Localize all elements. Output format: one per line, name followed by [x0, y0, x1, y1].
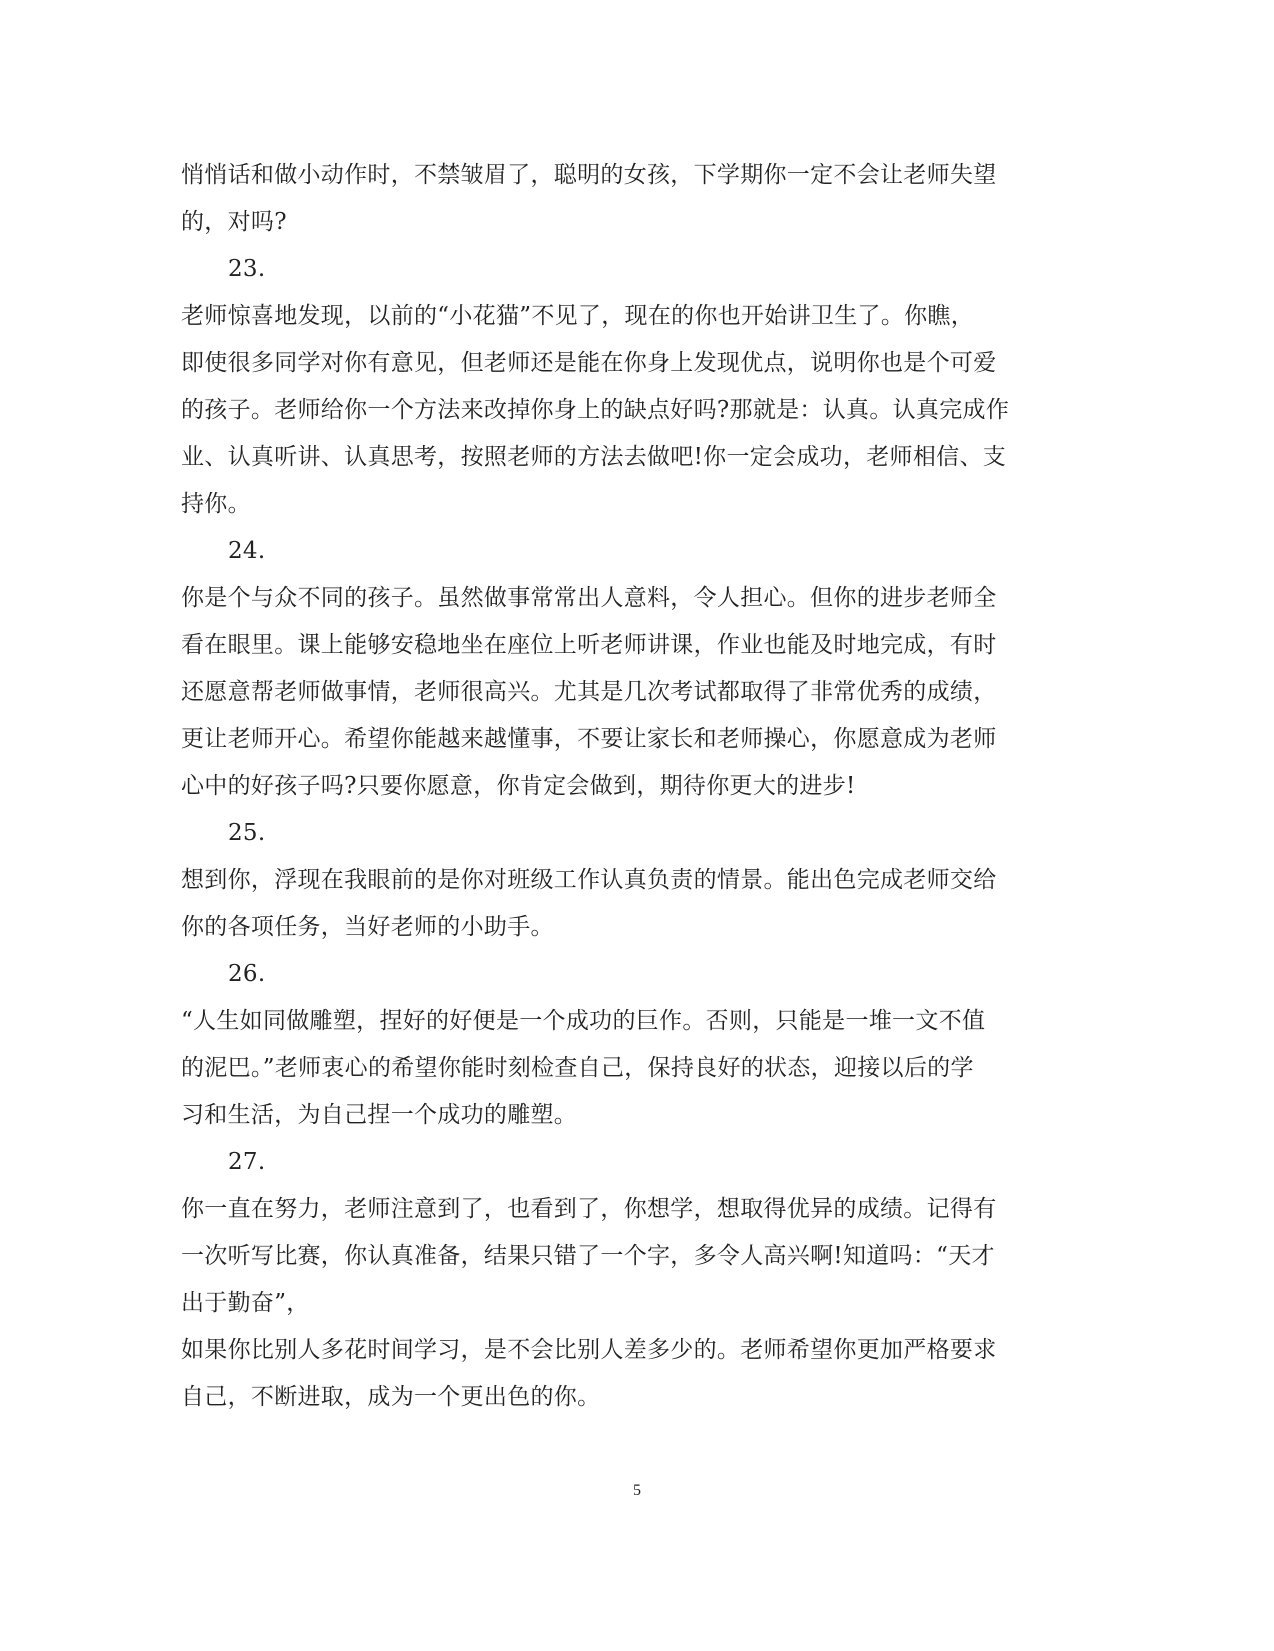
- item-number: 24.: [228, 538, 266, 564]
- text-line: 的泥巴。”老师衷心的希望你能时刻检查自己，保持良好的状态，迎接以后的学: [181, 1055, 974, 1081]
- text-line: 的，对吗?: [181, 209, 287, 235]
- text-line: 如果你比别人多花时间学习，是不会比别人差多少的。老师希望你更加严格要求: [181, 1337, 997, 1363]
- text-line: 业、认真听讲、认真思考，按照老师的方法去做吧!你一定会成功，老师相信、支: [181, 444, 1007, 470]
- text-line: 悄悄话和做小动作时，不禁皱眉了，聪明的女孩，下学期你一定不会让老师失望: [181, 162, 997, 188]
- text-line: 看在眼里。课上能够安稳地坐在座位上听老师讲课，作业也能及时地完成，有时: [181, 632, 997, 658]
- text-line: 持你。: [181, 491, 251, 517]
- text-line: 心中的好孩子吗?只要你愿意，你肯定会做到，期待你更大的进步!: [181, 773, 856, 799]
- text-line: 自己，不断进取，成为一个更出色的你。: [181, 1384, 601, 1410]
- page-number: 5: [633, 1482, 641, 1499]
- document-body: [181, 152, 1043, 1421]
- item-number: 25.: [228, 820, 266, 846]
- text-line: 想到你，浮现在我眼前的是你对班级工作认真负责的情景。能出色完成老师交给: [181, 867, 997, 893]
- text-line: “人生如同做雕塑，捏好的好便是一个成功的巨作。否则，只能是一堆一文不值: [181, 1008, 986, 1034]
- text-line: 一次听写比赛，你认真准备，结果只错了一个字，多令人高兴啊!知道吗：“天才: [181, 1243, 995, 1269]
- text-line: 习和生活，为自己捏一个成功的雕塑。: [181, 1102, 578, 1128]
- text-line: 老师惊喜地发现，以前的“小花猫”不见了，现在的你也开始讲卫生了。你瞧，: [181, 303, 975, 329]
- text-line: 你一直在努力，老师注意到了，也看到了，你想学，想取得优异的成绩。记得有: [181, 1196, 997, 1222]
- text-line: 的孩子。老师给你一个方法来改掉你身上的缺点好吗?那就是：认真。认真完成作: [181, 397, 1010, 423]
- text-line: 还愿意帮老师做事情，老师很高兴。尤其是几次考试都取得了非常优秀的成绩，: [181, 679, 997, 705]
- text-line: 更让老师开心。希望你能越来越懂事，不要让家长和老师操心，你愿意成为老师: [181, 726, 997, 752]
- text-line: 出于勤奋”，: [181, 1290, 310, 1316]
- text-line: 你是个与众不同的孩子。虽然做事常常出人意料，令人担心。但你的进步老师全: [181, 585, 997, 611]
- item-number: 26.: [228, 961, 266, 987]
- item-number: 23.: [228, 256, 266, 282]
- item-number: 27.: [228, 1149, 266, 1175]
- text-line: 即使很多同学对你有意见，但老师还是能在你身上发现优点，说明你也是个可爱: [181, 350, 997, 376]
- text-line: 你的各项任务，当好老师的小助手。: [181, 914, 554, 940]
